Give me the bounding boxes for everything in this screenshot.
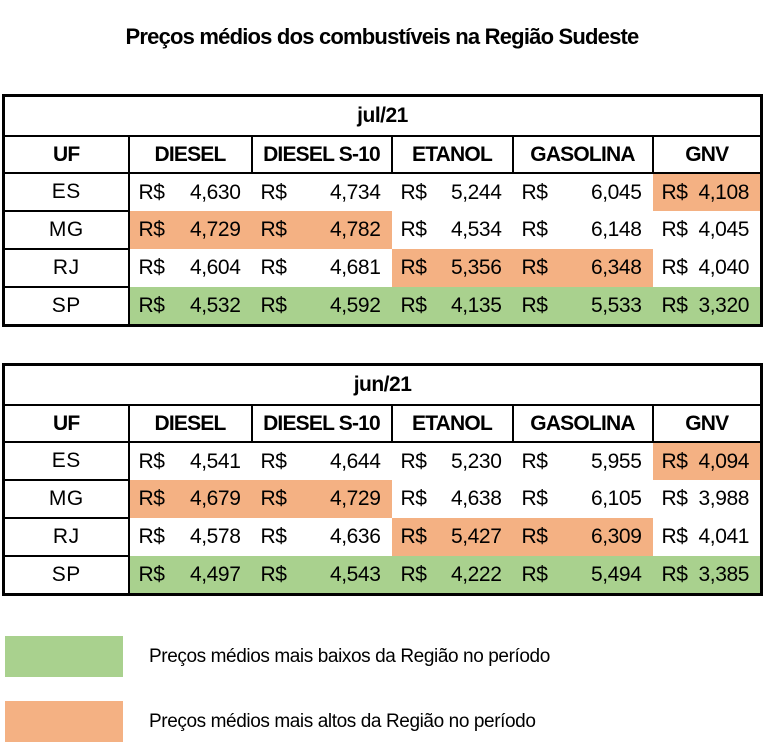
price-value: 6,045 [590,180,642,204]
price-cell [129,287,252,326]
price-value: 4,729 [189,218,241,241]
price-cell [513,211,653,249]
table-row [4,173,762,211]
table-row [4,442,762,480]
price-cell [513,249,653,287]
price-value: 4,729 [329,487,381,510]
price-value: 4,644 [329,449,381,473]
currency-symbol: R$ [138,256,165,279]
price-cell [513,518,653,556]
currency-symbol: R$ [138,487,165,510]
price-cell [392,480,513,518]
table-row [4,556,762,595]
price-cell [653,442,762,480]
currency-symbol: R$ [400,218,427,241]
price-cell [653,556,762,595]
price-value: 4,630 [189,180,241,204]
price-value: 4,045 [698,218,750,241]
column-header-gnv: GNV [653,405,762,442]
price-value: 4,578 [189,525,241,548]
currency-symbol: R$ [260,525,287,548]
column-header-gasolina: GASOLINA [513,136,653,173]
price-cell [129,173,252,211]
currency-symbol: R$ [521,487,548,510]
currency-symbol: R$ [521,562,548,586]
currency-symbol: R$ [138,180,165,204]
price-cell [129,518,252,556]
currency-symbol: R$ [661,180,688,204]
table-row [4,211,762,249]
price-value: 5,356 [450,256,502,279]
price-value: 3,385 [698,562,750,586]
price-value: 5,244 [450,180,502,204]
price-value: 4,041 [698,525,750,548]
month-table-jul-21 [2,94,763,327]
price-cell [252,556,392,595]
price-cell [653,518,762,556]
column-header-diesel: DIESEL [129,136,252,173]
price-value: 6,348 [590,256,642,279]
price-cell [653,173,762,211]
price-cell [513,287,653,326]
price-cell [252,249,392,287]
currency-symbol: R$ [521,525,548,548]
price-value: 4,497 [189,562,241,586]
currency-symbol: R$ [400,293,427,317]
legend-label-low: Preços médios mais baixos da Região no período [149,645,550,667]
table-month-title: jul/21 [4,96,762,137]
price-cell [653,480,762,518]
column-header-uf: UF [4,136,129,173]
currency-symbol: R$ [260,562,287,586]
price-value: 4,636 [329,525,381,548]
price-value: 4,679 [189,487,241,510]
currency-symbol: R$ [661,562,688,586]
price-cell [252,442,392,480]
price-cell [129,556,252,595]
uf-cell: ES [4,173,129,211]
price-cell [513,173,653,211]
page-title: Preços médios dos combustíveis na Região Sudeste [125,24,639,49]
price-value: 4,222 [450,562,502,586]
price-value: 4,135 [450,293,502,317]
price-value: 6,105 [590,487,642,510]
currency-symbol: R$ [260,218,287,241]
price-value: 4,782 [329,218,381,241]
price-cell [392,249,513,287]
price-cell [653,287,762,326]
currency-symbol: R$ [260,180,287,204]
price-value: 4,604 [189,256,241,279]
column-header-etanol: ETANOL [392,136,513,173]
price-value: 3,988 [698,487,750,510]
price-value: 4,734 [329,180,381,204]
uf-cell: SP [4,556,129,595]
currency-symbol: R$ [138,293,165,317]
currency-symbol: R$ [661,256,688,279]
tables [0,94,764,596]
table-row [4,518,762,556]
currency-symbol: R$ [260,293,287,317]
price-value: 5,230 [450,449,502,473]
currency-symbol: R$ [521,256,548,279]
price-cell [392,287,513,326]
price-cell [653,211,762,249]
price-value: 4,638 [450,487,502,510]
uf-cell: SP [4,287,129,326]
price-cell [252,287,392,326]
column-header-gnv: GNV [653,136,762,173]
currency-symbol: R$ [661,218,688,241]
price-cell [252,518,392,556]
price-value: 4,543 [329,562,381,586]
currency-symbol: R$ [400,525,427,548]
currency-symbol: R$ [260,449,287,473]
price-cell [513,556,653,595]
legend-swatch-high [5,701,123,742]
price-value: 4,040 [698,256,750,279]
price-cell [392,556,513,595]
price-cell [129,480,252,518]
price-value: 4,681 [329,256,381,279]
table-row [4,249,762,287]
price-value: 6,309 [590,525,642,548]
price-cell [129,211,252,249]
price-cell [513,442,653,480]
price-value: 4,108 [698,180,750,204]
price-cell [392,518,513,556]
currency-symbol: R$ [138,562,165,586]
currency-symbol: R$ [400,256,427,279]
column-header-diesel-s-10: DIESEL S-10 [252,405,392,442]
column-header-diesel-s-10: DIESEL S-10 [252,136,392,173]
currency-symbol: R$ [400,180,427,204]
table-row [4,287,762,326]
price-value: 5,533 [590,293,642,317]
legend-swatch-low [5,636,123,677]
price-value: 4,592 [329,293,381,317]
currency-symbol: R$ [260,256,287,279]
legend [0,636,764,742]
table-month-title: jun/21 [4,365,762,406]
price-value: 4,534 [450,218,502,241]
uf-cell: MG [4,480,129,518]
price-cell [653,249,762,287]
price-value: 5,427 [450,525,502,548]
column-header-etanol: ETANOL [392,405,513,442]
currency-symbol: R$ [661,525,688,548]
price-value: 6,148 [590,218,642,241]
price-value: 3,320 [698,293,750,317]
price-cell [252,211,392,249]
fuel-price-report [0,24,764,732]
legend-row-high [5,701,764,742]
price-cell [392,211,513,249]
price-cell [392,173,513,211]
currency-symbol: R$ [661,449,688,473]
price-cell [252,480,392,518]
currency-symbol: R$ [138,525,165,548]
price-cell [129,442,252,480]
price-value: 4,094 [698,449,750,473]
currency-symbol: R$ [661,487,688,510]
currency-symbol: R$ [521,180,548,204]
uf-cell: RJ [4,518,129,556]
price-value: 5,494 [590,562,642,586]
currency-symbol: R$ [521,449,548,473]
month-table-jun-21 [2,363,763,596]
currency-symbol: R$ [400,562,427,586]
price-value: 4,541 [189,449,241,473]
column-header-gasolina: GASOLINA [513,405,653,442]
price-cell [513,480,653,518]
currency-symbol: R$ [521,218,548,241]
currency-symbol: R$ [400,487,427,510]
uf-cell: ES [4,442,129,480]
price-cell [129,249,252,287]
currency-symbol: R$ [521,293,548,317]
price-value: 4,532 [189,293,241,317]
price-cell [392,442,513,480]
price-cell [252,173,392,211]
legend-label-high: Preços médios mais altos da Região no período [149,710,536,732]
uf-cell: MG [4,211,129,249]
currency-symbol: R$ [400,449,427,473]
column-header-uf: UF [4,405,129,442]
table-row [4,480,762,518]
currency-symbol: R$ [661,293,688,317]
column-header-diesel: DIESEL [129,405,252,442]
currency-symbol: R$ [138,218,165,241]
uf-cell: RJ [4,249,129,287]
currency-symbol: R$ [260,487,287,510]
legend-row-low [5,636,764,677]
price-value: 5,955 [590,449,642,473]
currency-symbol: R$ [138,449,165,473]
